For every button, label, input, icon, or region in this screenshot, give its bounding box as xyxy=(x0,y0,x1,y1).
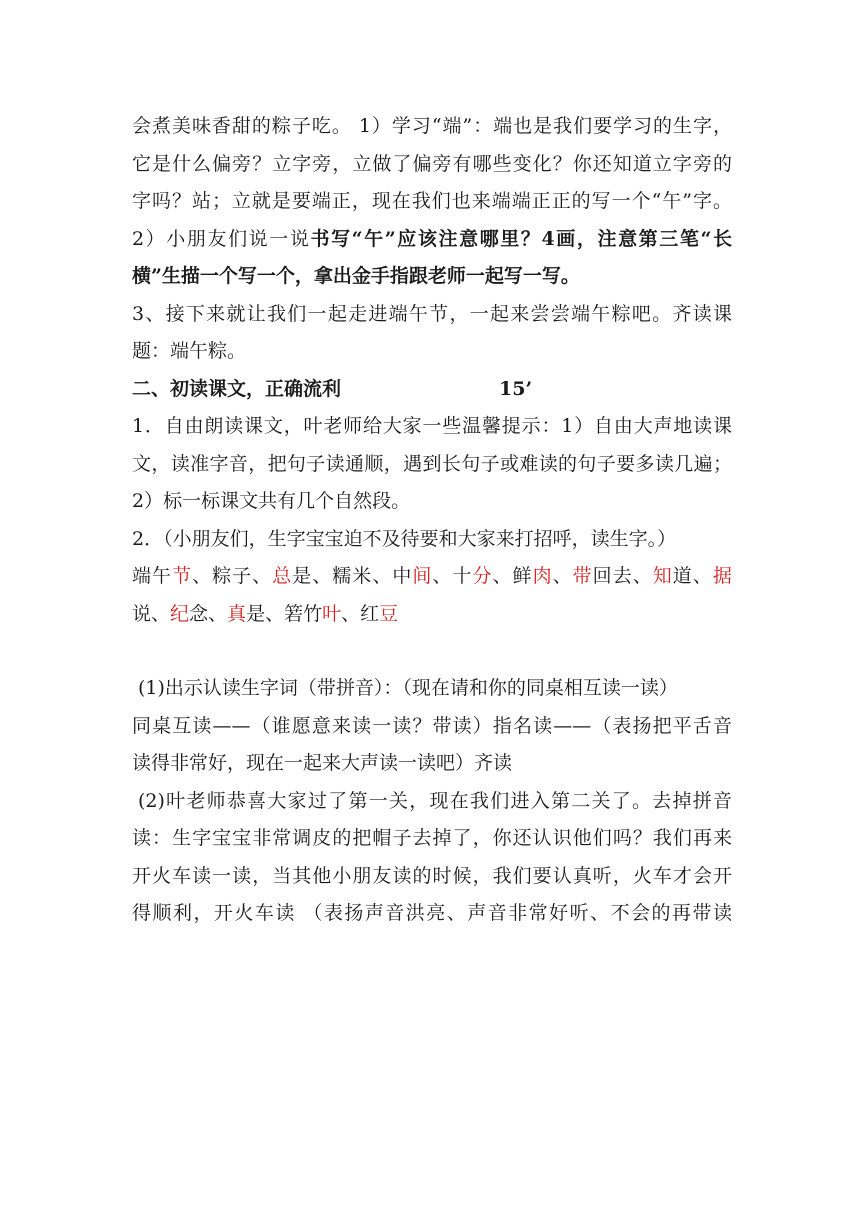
text-line: 开火车读一读，当其他小朋友读的时候，我们要认真听，火车才会开 xyxy=(132,864,732,887)
text-line: 它是什么偏旁？立字旁，立做了偏旁有哪些变化？你还知道立字旁的 xyxy=(132,152,732,175)
paragraph-writing-wu xyxy=(132,221,732,296)
vocab-text: 、鲜 xyxy=(492,565,533,587)
document-body xyxy=(132,108,732,933)
vocab-highlight: 豆 xyxy=(379,602,399,625)
vocab-highlight: 知 xyxy=(652,565,673,587)
section-duration: 15’ xyxy=(499,377,533,400)
paragraph-train-reading xyxy=(132,783,732,933)
text-line: 题：端午粽。 xyxy=(132,340,247,362)
vocab-highlight: 叶 xyxy=(322,602,342,625)
paragraph-pinyin-reading xyxy=(132,670,732,783)
vocab-text: 念、 xyxy=(189,602,228,625)
vocab-highlight: 纪 xyxy=(170,602,190,625)
vocab-highlight: 肉 xyxy=(532,565,553,587)
paragraph-learn-duan xyxy=(132,108,732,221)
vocab-text: 、十 xyxy=(432,565,473,587)
vocab-text: 说、 xyxy=(132,602,171,625)
vocab-text: 道、 xyxy=(672,565,713,587)
text-line: 读得非常好，现在一起来大声读一读吧）齐读 xyxy=(132,752,513,774)
vocab-highlight: 节 xyxy=(172,565,193,587)
blank-line xyxy=(132,633,732,670)
vocab-text: 、红 xyxy=(341,602,380,625)
text-line: (2)叶老师恭喜大家过了第一关，现在我们进入第二关了。去掉拼音 xyxy=(138,789,732,812)
text-line: 读：生字宝宝非常调皮的把帽子去掉了，你还认识他们吗？我们再来 xyxy=(132,827,732,849)
text-line xyxy=(132,221,732,259)
text-line: 文，读准字音，把句子读通顺，遇到长句子或难读的句子要多读几遍； xyxy=(132,452,732,475)
text-line: 2）标一标课文共有几个自然段。 xyxy=(132,490,411,512)
text-line: 字吗？站；立就是要端正，现在我们也来端端正正的写一个“午”字。 xyxy=(132,190,732,212)
vocab-text: 是、箬竹 xyxy=(246,602,323,625)
paragraph-free-reading xyxy=(132,408,732,521)
section-heading xyxy=(132,371,732,409)
vocab-text: 回去、 xyxy=(592,565,653,587)
text-bold: 书写“午”应该注意哪里？4画，注意第三笔“长 xyxy=(310,227,732,250)
vocab-text: 是、糯米、中 xyxy=(292,565,413,587)
vocab-text: 、粽子、 xyxy=(192,565,273,587)
vocabulary-line xyxy=(132,558,732,596)
text-normal: 2）小朋友们说一说 xyxy=(132,227,311,250)
vocabulary-line xyxy=(132,596,732,634)
vocab-highlight: 真 xyxy=(227,602,247,625)
vocab-highlight: 间 xyxy=(412,565,433,587)
text-line: 1．自由朗读课文，叶老师给大家一些温馨提示：1）自由大声地读课 xyxy=(132,415,732,437)
vocab-highlight: 分 xyxy=(472,565,493,587)
vocab-highlight: 总 xyxy=(272,565,293,587)
vocab-text: 、 xyxy=(552,565,573,587)
vocab-highlight: 据 xyxy=(712,565,732,587)
text-line: 会煮美味香甜的粽子吃。 1）学习“端”：端也是我们要学习的生字， xyxy=(132,115,732,137)
paragraph-new-words-intro: 2．（小朋友们，生字宝宝迫不及待要和大家来打招呼，读生字。） xyxy=(132,527,677,550)
vocab-highlight: 带 xyxy=(572,565,593,587)
section-title: 二、初读课文，正确流利 xyxy=(132,377,342,400)
text-line: (1)出示认读生字词（带拼音）：（现在请和你的同桌相互读一读） xyxy=(138,677,678,699)
text-line: 得顺利，开火车读 （表扬声音洪亮、声音非常好听、不会的再带读 xyxy=(132,902,732,924)
text-line: 同桌互读——（谁愿意来读一读？带读）指名读——（表扬把平舌音 xyxy=(132,714,732,737)
text-line: 3、接下来就让我们一起走进端午节，一起来尝尝端午粽吧。齐读课 xyxy=(132,302,732,325)
paragraph-read-title xyxy=(132,296,732,371)
text-line-bold: 横”生描一个写一个，拿出金手指跟老师一起写一写。 xyxy=(132,265,580,287)
vocab-text: 端午 xyxy=(132,565,173,587)
vocabulary-list xyxy=(132,558,732,633)
